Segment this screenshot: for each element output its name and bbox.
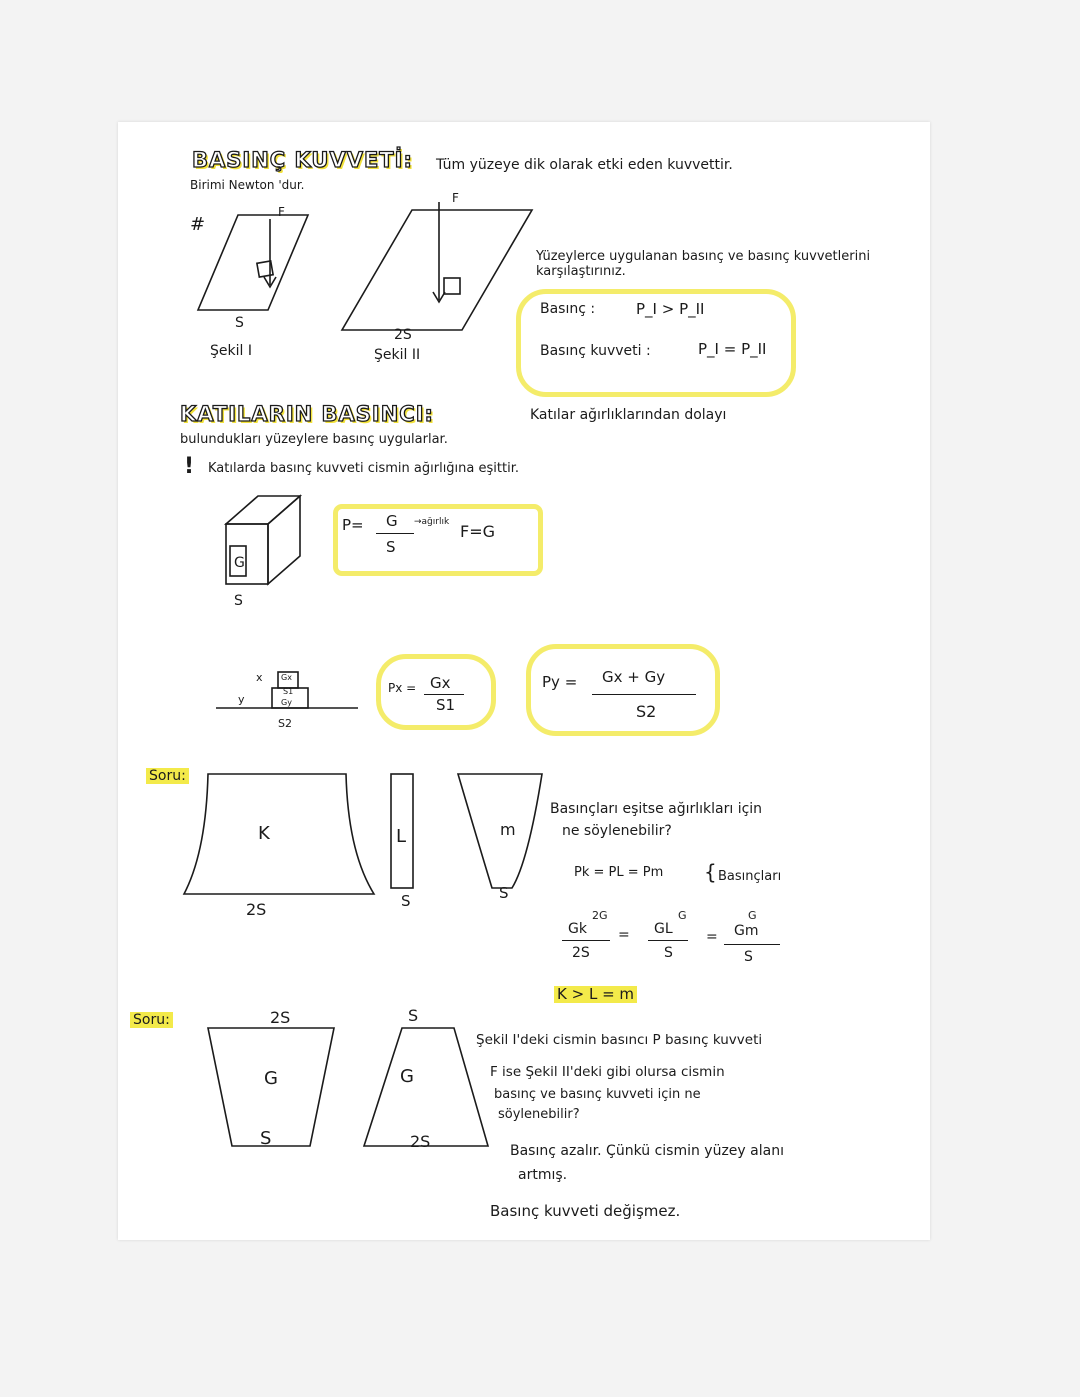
px-bar [424, 694, 464, 695]
katilar-text-2: bulundukları yüzeylere basınç uygularlar. [180, 432, 448, 447]
box-weight-label: G [234, 555, 245, 571]
stack-top-area: S1 [283, 687, 294, 696]
stack-x-label: x [256, 671, 263, 684]
frac2-sup: G [678, 909, 687, 922]
shape-k-area: 2S [246, 900, 267, 919]
formula-lhs: P= [342, 516, 364, 534]
frac3-den: S [744, 949, 753, 965]
soru2-fig2-bottom: 2S [410, 1132, 431, 1151]
soru2-question-1: Şekil I'deki cismin basıncı P basınç kuvveti [476, 1032, 763, 1048]
soru1-shape-k [184, 772, 374, 896]
px-den: S1 [436, 696, 456, 714]
fig1-area-label: S [235, 315, 244, 331]
frac2-num: GL [654, 921, 673, 937]
soru2-figure-2 [362, 1022, 492, 1150]
shape-k-label: K [258, 823, 270, 844]
formula-note: →ağırlık [414, 517, 450, 527]
frac1-den: 2S [572, 945, 590, 961]
answer-force-value: P_I = P_II [698, 340, 767, 358]
stack-bottom-block: Gy [281, 698, 292, 707]
soru2-label: Soru: [130, 1012, 173, 1028]
katilar-text-1: Katılar ağırlıklarından dolayı [530, 407, 727, 423]
stack-top-block: Gx [281, 673, 292, 682]
formula-rhs: F=G [460, 522, 496, 541]
shape-l-label: L [396, 826, 407, 847]
figure-1-parallelogram [198, 207, 308, 317]
frac1-bar [562, 940, 610, 941]
px-lhs: Px = [388, 681, 417, 695]
frac2-bar [648, 940, 688, 941]
frac3-bar [724, 944, 780, 945]
box-area-label: S [234, 593, 243, 609]
stack-bottom-area: S2 [278, 717, 292, 730]
frac1-sup: 2G [592, 909, 608, 922]
frac3-num: Gm [734, 923, 759, 939]
question-text: Yüzeylerce uygulanan basınç ve basınç kuvvetlerini karşılaştırınız. [536, 249, 871, 279]
shape-l-area: S [401, 892, 411, 910]
frac1-num: Gk [568, 921, 587, 937]
answer-force-label: Basınç kuvveti : [540, 343, 651, 359]
hash-mark: # [190, 214, 206, 235]
py-num: Gx + Gy [602, 668, 666, 686]
heading-basinc-kuvveti: BASINÇ KUVVETİ: [192, 148, 413, 172]
formula-bar [376, 533, 414, 534]
fig2-area-label: 2S [394, 327, 412, 343]
soru2-fig1-top: 2S [270, 1008, 291, 1027]
heading-katilarin-basinci: KATILARIN BASINCI: [180, 402, 434, 426]
soru1-eq-note: Basınçları [718, 869, 782, 884]
eq-sign-2: = [706, 929, 718, 945]
py-bar [592, 694, 696, 695]
soru1-label: Soru: [146, 768, 189, 784]
soru1-question-2: ne söylenebilir? [562, 823, 672, 839]
stack-y-label: y [238, 693, 245, 706]
formula-num: G [386, 512, 398, 530]
fig2-caption: Şekil II [374, 347, 421, 363]
frac2-den: S [664, 945, 673, 961]
py-lhs: Py = [542, 673, 578, 691]
frac3-sup: G [748, 909, 757, 922]
note-exclamation: ! [184, 454, 195, 479]
soru2-fig1-weight: G [264, 1068, 278, 1089]
soru2-question-3: basınç ve basınç kuvveti için ne [494, 1087, 701, 1102]
answer-pressure-value: P_I > P_II [636, 300, 705, 318]
eq-sign-1: = [618, 927, 630, 943]
soru2-answer-1: Basınç azalır. Çünkü cismin yüzey alanı [510, 1143, 784, 1159]
answer-pressure-label: Basınç : [540, 301, 596, 317]
formula-den: S [386, 538, 396, 556]
soru2-answer-3: Basınç kuvveti değişmez. [490, 1202, 681, 1220]
soru2-fig1-bottom: S [260, 1128, 272, 1149]
soru2-question-4: söylenebilir? [498, 1107, 580, 1122]
fig1-caption: Şekil I [210, 343, 252, 359]
note-text: Katılarda basınç kuvveti cismin ağırlığına eşittir. [208, 461, 519, 476]
notebook-page [118, 122, 930, 1240]
unit-text: Birimi Newton 'dur. [190, 178, 305, 192]
soru2-fig2-weight: G [400, 1066, 414, 1087]
soru1-eq: Pk = PL = Pm [574, 865, 664, 880]
soru2-fig2-top: S [408, 1006, 419, 1025]
shape-m-label: m [500, 820, 516, 839]
fig2-force-label: F [452, 191, 459, 205]
soru1-result: K > L = m [554, 986, 637, 1003]
soru2-question-2: F ise Şekil II'deki gibi olursa cismin [490, 1064, 725, 1080]
brace: { [704, 860, 717, 884]
py-den: S2 [636, 702, 657, 721]
px-num: Gx [430, 674, 451, 692]
formula-highlight-box [333, 504, 543, 576]
soru2-answer-2: artmış. [518, 1167, 568, 1183]
solid-box-figure [222, 494, 302, 586]
definition-text: Tüm yüzeye dik olarak etki eden kuvvettir. [436, 157, 733, 173]
soru1-question-1: Basınçları eşitse ağırlıkları için [550, 801, 763, 817]
shape-m-area: S [499, 884, 509, 902]
figure-2-parallelogram [342, 202, 532, 337]
fig1-force-label: F [278, 205, 285, 219]
